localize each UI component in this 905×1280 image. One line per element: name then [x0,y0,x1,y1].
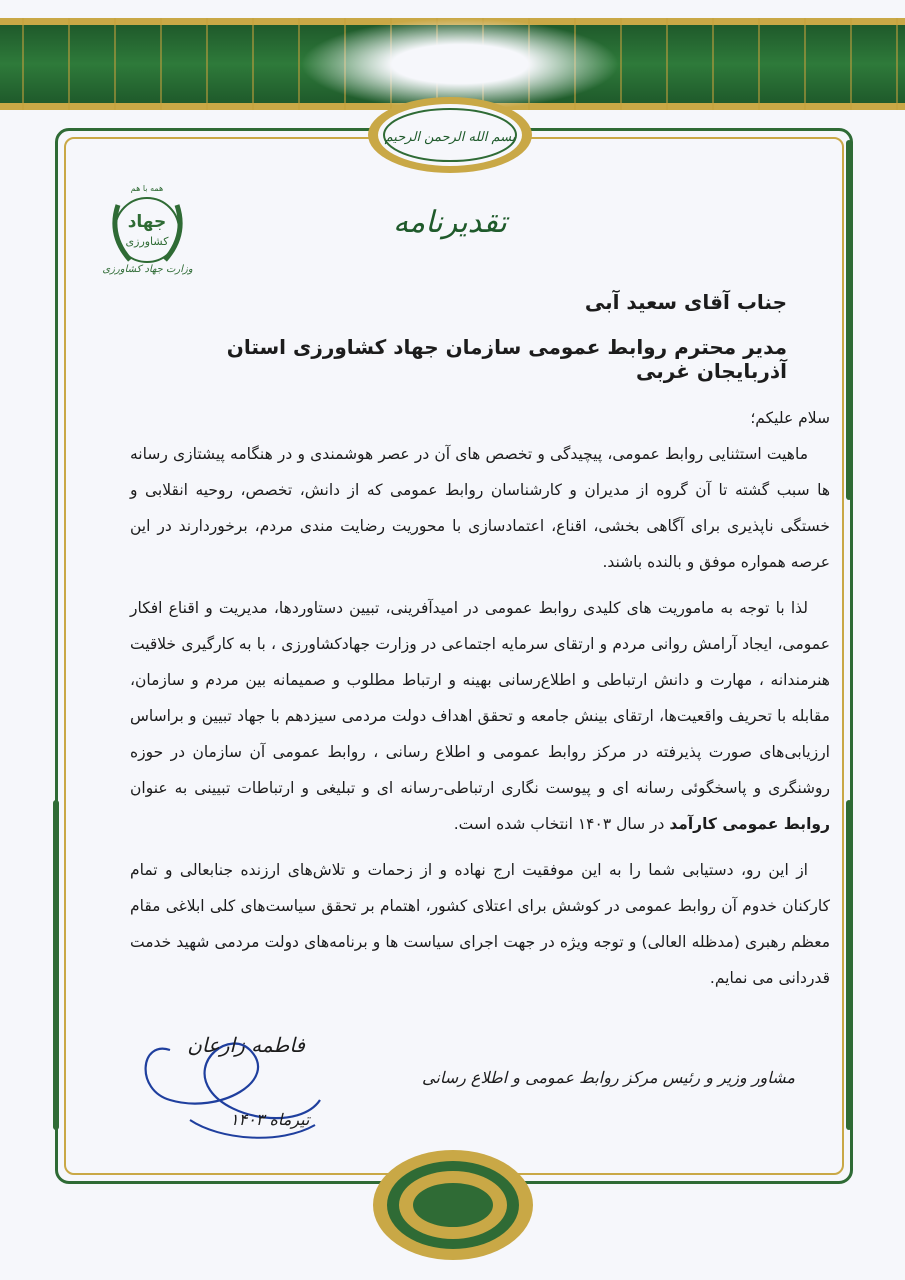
paragraph-1: ماهیت استثنایی روابط عمومی، پیچیدگی و تخصص های آن در عصر هوشمندی و در هنگامه پیشتازی رسانه ها سبب گشته تا آن گروه از مدیران و کارشناسان روابط عمومی که از دانش، تخصص، روحیه انقلابی و خستگی ناپذیری برای آگاهی بخشی، اقناع، اعتمادسازی با محوریت رضایت مندی مردم، برخوردارند در این عرصه همواره موفق و بالنده باشند. [130,445,830,571]
paragraph-2-text: لذا با توجه به ماموریت های کلیدی روابط عمومی در امیدآفرینی، تبیین دستاوردها، مدیریت و اقناع افکار عمومی، ایجاد آرامش روانی مردم و ارتقای سرمایه اجتماعی در وزارت جهادکشاورزی ، با به کارگیری خلاقیت هنرمندانه ، مهارت و دانش ارتباطی و اطلاع‌رسانی بهینه و ارتباط مطلوب و صمیمانه بین مردم و سازمان، مقابله با تحریف واقعیت‌ها، ارتقای بینش جامعه و تحقق اهداف دولت مردمی سیزدهم با جهاد تبیین و براساس ارزیابی‌های صورت پذیرفته در مرکز روابط عمومی و اطلاع رسانی ، روابط عمومی آن سازمان در حوزه روشنگری و پاسخگوئی رسانه ای و پیوست نگاری ارتباطی-رسانه ای و تبلیغی و ارتباطات تبیینی به عنوان [130,599,830,797]
logo-caption: وزارت جهاد کشاورزی [102,264,193,275]
document-title: تقدیرنامه [393,205,507,240]
basmala-text: بسم الله الرحمن الرحیم [384,130,516,145]
paragraph-3: از این رو، دستیابی شما را به این موفقیت ارج نهاده و از زحمات و تلاش‌های ارزنده جنابعالی و تمام کارکنان خدوم آن روابط عمومی در کوشش برای اعتلای کشور، اهتمام بر تحقق سیاست‌های کلی ابلاغی مقام معظم رهبری (مدظله العالی) و توجه ویژه در جهت اجرای سیاست ها و برنامه‌های دولت مردمی شهید خدمت قدردانی می نمایم. [130,861,830,987]
signature-date: تیرماه ۱۴۰۳ [230,1110,310,1129]
greeting: سلام علیکم؛ [750,409,830,427]
right-frame-accent-bottom [846,800,852,1130]
right-frame-accent-top [846,140,852,500]
paragraph-2 [130,590,830,842]
bottom-ornament [368,1140,538,1270]
paragraph-2-end: در سال ۱۴۰۳ انتخاب شده است. [453,815,665,833]
award-title: روابط عمومی کارآمد [669,815,830,833]
addressee-title: مدیر محترم روابط عمومی سازمان جهاد کشاورزی استان آذربایجان غربی [226,335,787,383]
basmala-medallion [365,95,535,175]
signer-role: مشاور وزیر و رئیس مرکز روابط عمومی و اطلاع رسانی [422,1068,795,1087]
svg-text:همه با هم: همه با هم [130,184,164,193]
addressee-name: جناب آقای سعید آبی [584,290,787,314]
left-frame-accent-bottom [53,800,59,1130]
signer-name: فاطمه زارعان [187,1033,305,1057]
svg-text:جهاد: جهاد [127,212,167,232]
letter-body [130,400,830,1006]
svg-text:کشاورزی: کشاورزی [125,235,169,248]
